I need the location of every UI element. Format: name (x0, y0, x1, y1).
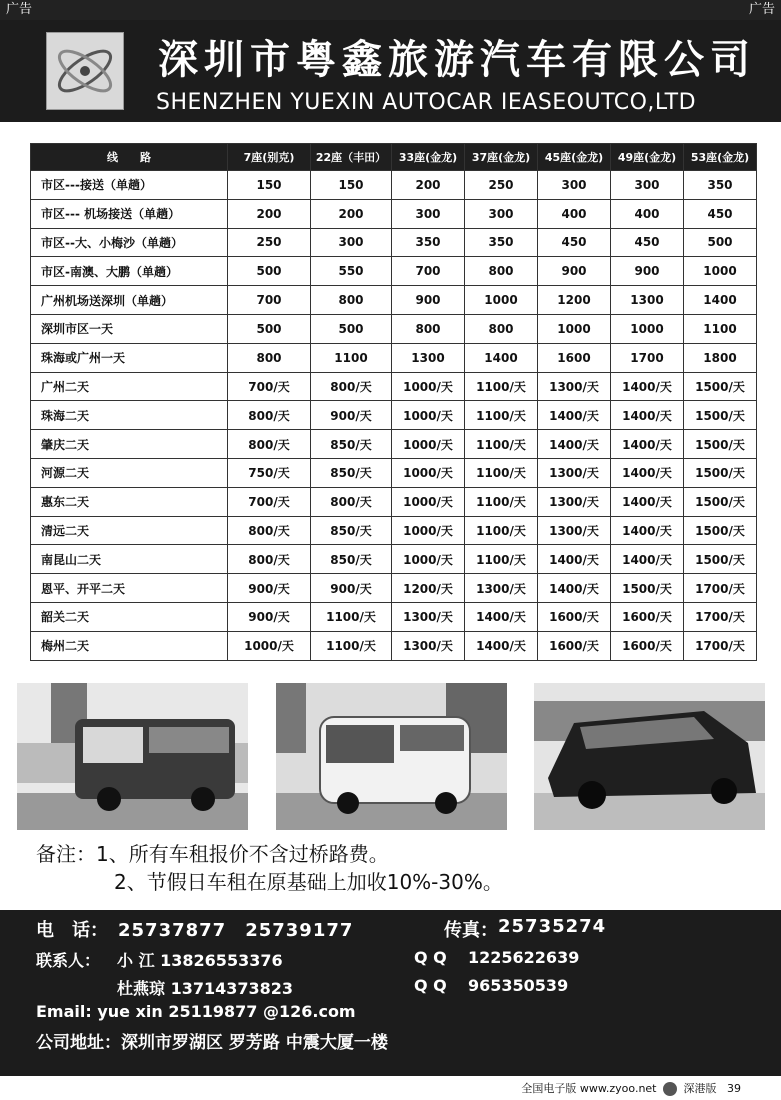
price-cell: 1000/天 (392, 430, 465, 459)
ad-label-right: 广告 (743, 0, 781, 20)
price-cell: 1000/天 (392, 487, 465, 516)
route-header: 线 路 (31, 144, 228, 171)
contact-person-label: 联系人： (36, 951, 101, 970)
price-cell: 1400/天 (538, 401, 611, 430)
notes (36, 840, 503, 896)
table-row (31, 171, 757, 200)
table-row (31, 545, 757, 574)
price-cell: 1600/天 (611, 602, 684, 631)
price-cell: 1300/天 (538, 516, 611, 545)
note-line-2: 2、节假日车租在原基础上加收10%-30%。 (114, 870, 503, 894)
price-cell: 1400/天 (611, 545, 684, 574)
price-cell: 250 (228, 228, 311, 257)
price-cell: 1400/天 (538, 545, 611, 574)
price-cell: 1500/天 (684, 516, 757, 545)
price-cell: 1500/天 (684, 458, 757, 487)
price-cell: 800 (311, 286, 392, 315)
page-footer (521, 1080, 741, 1096)
price-cell: 300 (465, 199, 538, 228)
price-cell: 1700/天 (684, 574, 757, 603)
price-cell: 800 (228, 343, 311, 372)
price-cell: 300 (392, 199, 465, 228)
price-cell: 300 (611, 171, 684, 200)
price-cell: 1000 (611, 314, 684, 343)
price-cell: 1400 (684, 286, 757, 315)
price-cell: 1400/天 (611, 401, 684, 430)
price-cell: 200 (311, 199, 392, 228)
price-cell: 1700/天 (684, 631, 757, 660)
price-cell: 1400/天 (611, 458, 684, 487)
route-cell: 珠海或广州一天 (31, 343, 228, 372)
price-cell: 1100/天 (465, 487, 538, 516)
price-cell: 1800 (684, 343, 757, 372)
price-cell: 1300/天 (538, 487, 611, 516)
price-cell: 900 (611, 257, 684, 286)
price-cell: 800 (465, 314, 538, 343)
table-row (31, 228, 757, 257)
price-cell: 1100/天 (465, 545, 538, 574)
company-header (0, 20, 781, 122)
price-cell: 1600 (538, 343, 611, 372)
price-cell: 250 (465, 171, 538, 200)
price-cell: 900/天 (311, 574, 392, 603)
price-cell: 1000 (465, 286, 538, 315)
photo-minibus (276, 683, 507, 830)
company-logo (46, 32, 124, 110)
table-row (31, 516, 757, 545)
price-cell: 350 (465, 228, 538, 257)
company-name-en: SHENZHEN YUEXIN AUTOCAR IEASEOUTCO,LTD (156, 90, 697, 115)
price-cell: 1100 (684, 314, 757, 343)
price-cell: 700/天 (228, 487, 311, 516)
price-cell: 900/天 (228, 574, 311, 603)
price-cell: 200 (392, 171, 465, 200)
table-row (31, 602, 757, 631)
price-cell: 800/天 (228, 401, 311, 430)
phone-numbers: 25737877 25739177 (118, 920, 354, 941)
table-row (31, 286, 757, 315)
price-cell: 800/天 (311, 372, 392, 401)
price-cell: 1400/天 (465, 631, 538, 660)
price-cell: 1100 (311, 343, 392, 372)
price-cell: 1000 (538, 314, 611, 343)
price-cell: 850/天 (311, 458, 392, 487)
price-cell: 800 (465, 257, 538, 286)
price-cell: 1400/天 (611, 430, 684, 459)
price-cell: 1600/天 (538, 602, 611, 631)
price-cell: 1100/天 (465, 401, 538, 430)
price-cell: 850/天 (311, 545, 392, 574)
top-bar (0, 0, 781, 20)
col-header: 22座（丰田） (311, 144, 392, 171)
table-row (31, 343, 757, 372)
price-cell: 200 (228, 199, 311, 228)
route-cell: 梅州二天 (31, 631, 228, 660)
address: 公司地址：深圳市罗湖区 罗芳路 中震大厦一楼 (36, 1033, 388, 1053)
price-cell: 450 (684, 199, 757, 228)
price-cell: 1100/天 (465, 372, 538, 401)
table-row (31, 631, 757, 660)
price-cell: 900/天 (311, 401, 392, 430)
price-cell: 1500/天 (684, 372, 757, 401)
price-cell: 1300/天 (538, 458, 611, 487)
photo-mpv-car (534, 683, 765, 830)
table-row (31, 401, 757, 430)
price-cell: 1400/天 (611, 372, 684, 401)
price-cell: 350 (684, 171, 757, 200)
table-row (31, 372, 757, 401)
route-cell: 韶关二天 (31, 602, 228, 631)
price-cell: 1100/天 (465, 516, 538, 545)
contact-panel (0, 910, 781, 1076)
ad-label-left: 广告 (0, 0, 38, 20)
fax-number: 25735274 (498, 916, 607, 937)
price-cell: 1500/天 (684, 545, 757, 574)
route-cell: 恩平、开平二天 (31, 574, 228, 603)
price-cell: 1200 (538, 286, 611, 315)
price-cell: 1300/天 (465, 574, 538, 603)
price-cell: 1300 (392, 343, 465, 372)
price-cell: 1400/天 (611, 516, 684, 545)
fax-label: 传真： (444, 920, 498, 941)
route-cell: 市区--大、小梅沙（单趟） (31, 228, 228, 257)
price-cell: 700/天 (228, 372, 311, 401)
price-cell: 350 (392, 228, 465, 257)
table-row (31, 314, 757, 343)
page-number: 39 (727, 1082, 741, 1095)
price-cell: 150 (311, 171, 392, 200)
table-row (31, 257, 757, 286)
col-header: 53座(金龙) (684, 144, 757, 171)
col-header: 37座(金龙) (465, 144, 538, 171)
price-cell: 900 (392, 286, 465, 315)
edition-suffix: 深港版 (683, 1082, 717, 1095)
price-cell: 1400/天 (538, 574, 611, 603)
price-cell: 700 (392, 257, 465, 286)
table-row (31, 487, 757, 516)
price-cell: 800/天 (311, 487, 392, 516)
price-cell: 500 (228, 314, 311, 343)
table-row (31, 199, 757, 228)
price-cell: 1700/天 (684, 602, 757, 631)
price-table (30, 143, 757, 661)
price-cell: 750/天 (228, 458, 311, 487)
price-table-header (31, 144, 757, 171)
price-cell: 800/天 (228, 430, 311, 459)
price-cell: 1700 (611, 343, 684, 372)
price-cell: 1300/天 (392, 631, 465, 660)
route-cell: 惠东二天 (31, 487, 228, 516)
price-cell: 1500/天 (684, 401, 757, 430)
price-cell: 1000/天 (392, 545, 465, 574)
price-cell: 800/天 (228, 545, 311, 574)
price-cell: 450 (538, 228, 611, 257)
route-cell: 市区--- 机场接送（单趟） (31, 199, 228, 228)
contact-person-2: 杜燕琼 13714373823 (117, 979, 294, 998)
price-cell: 850/天 (311, 430, 392, 459)
price-cell: 800 (392, 314, 465, 343)
price-cell: 1400/天 (465, 602, 538, 631)
price-cell: 1000/天 (228, 631, 311, 660)
price-cell: 1500/天 (684, 430, 757, 459)
route-cell: 市区-南澳、大鹏（单趟） (31, 257, 228, 286)
route-cell: 肇庆二天 (31, 430, 228, 459)
route-cell: 广州机场送深圳（单趟） (31, 286, 228, 315)
contact-person-1: 小 江 13826553376 (117, 951, 283, 970)
qq-number-1: 1225622639 (468, 948, 580, 967)
price-cell: 1100/天 (465, 458, 538, 487)
route-cell: 市区---接送（单趟） (31, 171, 228, 200)
route-cell: 清远二天 (31, 516, 228, 545)
price-cell: 1000/天 (392, 372, 465, 401)
col-header: 45座(金龙) (538, 144, 611, 171)
price-cell: 1100/天 (311, 631, 392, 660)
note-line-1: 备注：1、所有车租报价不含过桥路费。 (36, 842, 389, 866)
price-cell: 1000/天 (392, 516, 465, 545)
price-cell: 700 (228, 286, 311, 315)
price-cell: 1100/天 (311, 602, 392, 631)
table-row (31, 574, 757, 603)
price-cell: 500 (684, 228, 757, 257)
col-header: 7座(别克) (228, 144, 311, 171)
price-cell: 400 (538, 199, 611, 228)
price-cell: 550 (311, 257, 392, 286)
col-header: 49座(金龙) (611, 144, 684, 171)
col-header: 33座(金龙) (392, 144, 465, 171)
price-cell: 1000 (684, 257, 757, 286)
price-cell: 450 (611, 228, 684, 257)
price-cell: 1600/天 (538, 631, 611, 660)
email: Email: yue xin 25119877 @126.com (36, 1002, 356, 1021)
price-cell: 1400 (465, 343, 538, 372)
route-cell: 深圳市区一天 (31, 314, 228, 343)
price-cell: 900/天 (228, 602, 311, 631)
route-cell: 河源二天 (31, 458, 228, 487)
qq-label-2: Q Q (414, 976, 447, 995)
price-cell: 500 (228, 257, 311, 286)
price-cell: 1300/天 (538, 372, 611, 401)
price-cell: 1200/天 (392, 574, 465, 603)
route-cell: 广州二天 (31, 372, 228, 401)
price-cell: 800/天 (228, 516, 311, 545)
price-cell: 500 (311, 314, 392, 343)
price-cell: 1500/天 (684, 487, 757, 516)
price-cell: 1000/天 (392, 458, 465, 487)
qq-label-1: Q Q (414, 948, 447, 967)
phone-label: 电 话： (36, 920, 108, 941)
qq-number-2: 965350539 (468, 976, 569, 995)
company-name-cn: 深圳市粤鑫旅游汽车有限公司 (158, 37, 756, 83)
price-cell: 150 (228, 171, 311, 200)
price-cell: 850/天 (311, 516, 392, 545)
route-cell: 珠海二天 (31, 401, 228, 430)
edition-prefix: 全国电子版 www.zyoo.net (521, 1082, 657, 1095)
price-cell: 1400/天 (611, 487, 684, 516)
price-cell: 1300/天 (392, 602, 465, 631)
price-cell: 300 (538, 171, 611, 200)
price-cell: 400 (611, 199, 684, 228)
price-cell: 1400/天 (538, 430, 611, 459)
price-cell: 1600/天 (611, 631, 684, 660)
photo-coach-bus (17, 683, 248, 830)
price-cell: 1100/天 (465, 430, 538, 459)
price-cell: 300 (311, 228, 392, 257)
price-cell: 900 (538, 257, 611, 286)
price-cell: 1500/天 (611, 574, 684, 603)
price-cell: 1300 (611, 286, 684, 315)
route-cell: 南昆山二天 (31, 545, 228, 574)
price-cell: 1000/天 (392, 401, 465, 430)
table-row (31, 458, 757, 487)
edition-badge-icon (663, 1082, 677, 1096)
table-row (31, 430, 757, 459)
